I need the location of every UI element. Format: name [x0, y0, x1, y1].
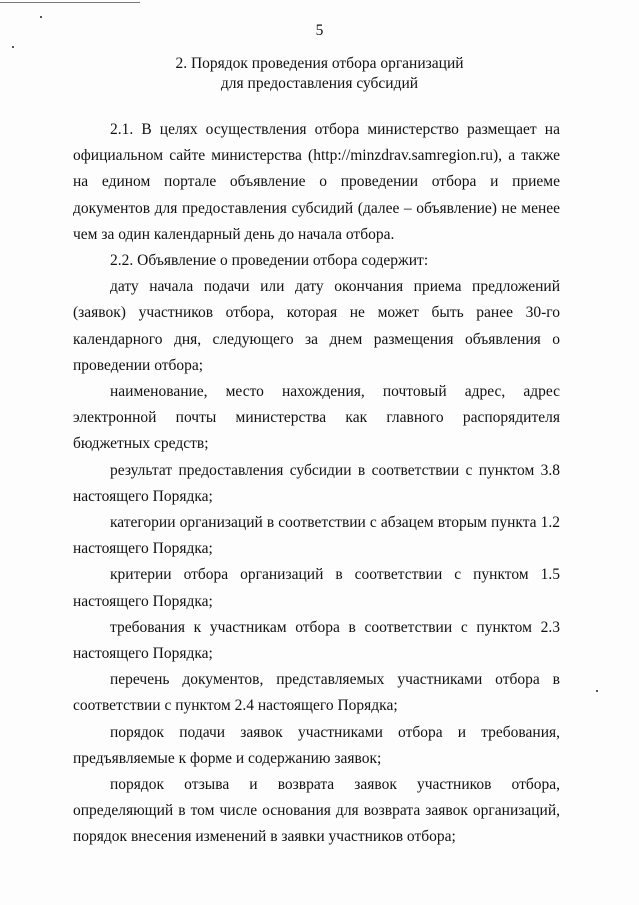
paragraph: порядок подачи заявок участниками отбора и требования, предъявляемые к форме и содержанию заявок;: [73, 723, 560, 767]
paragraph: результат предоставления субсидии в соответствии с пунктом 3.8 настоящего Порядка;: [73, 461, 560, 505]
paragraph: 2.1. В целях осуществления отбора министерство размещает на официальном сайте министерства (http://minzdrav.samregion.ru), а также на едином портале объявление о проведении отбора и приеме документов для предоставления субсидий (далее – объявление) не менее чем за один календарный день до начала отбора.: [73, 121, 560, 243]
scan-artifact-dot: [40, 16, 42, 18]
section-heading: [0, 54, 639, 94]
page-number: 5: [315, 22, 324, 39]
document-body: [73, 117, 560, 851]
scan-artifact-dot: [12, 46, 14, 48]
section-title-line-1: 2. Порядок проведения отбора организаций: [175, 55, 464, 72]
paragraph: наименование, место нахождения, почтовый адрес, адрес электронной почты министерства как главного распорядителя бюджетных средств;: [73, 383, 560, 453]
scan-artifact-line: [0, 2, 140, 3]
section-title-line-2: для предоставления субсидий: [220, 75, 419, 92]
scan-artifact-dot: [596, 690, 598, 692]
paragraph: перечень документов, представляемых участниками отбора в соответствии с пунктом 2.4 настоящего Порядка;: [73, 671, 560, 715]
paragraph: требования к участникам отбора в соответствии с пунктом 2.3 настоящего Порядка;: [73, 618, 560, 663]
paragraph: порядок отзыва и возврата заявок участников отбора, определяющий в том числе основания для возврата заявок организаций, порядок внесения изменений в заявки участников отбора;: [73, 776, 560, 846]
paragraph: критерии отбора организаций в соответствии с пунктом 1.5 настоящего Порядка;: [73, 566, 560, 610]
paragraph: категории организаций в соответствии с абзацем вторым пункта 1.2 настоящего Порядка;: [73, 514, 560, 558]
paragraph: дату начала подачи или дату окончания приема предложений (заявок) участников отбора, которая не может быть ранее 30-го календарного дня, следующего за днем размещения объявления о проведении отбора;: [73, 278, 560, 374]
paragraph: 2.2. Объявление о проведении отбора содержит:: [110, 252, 429, 270]
